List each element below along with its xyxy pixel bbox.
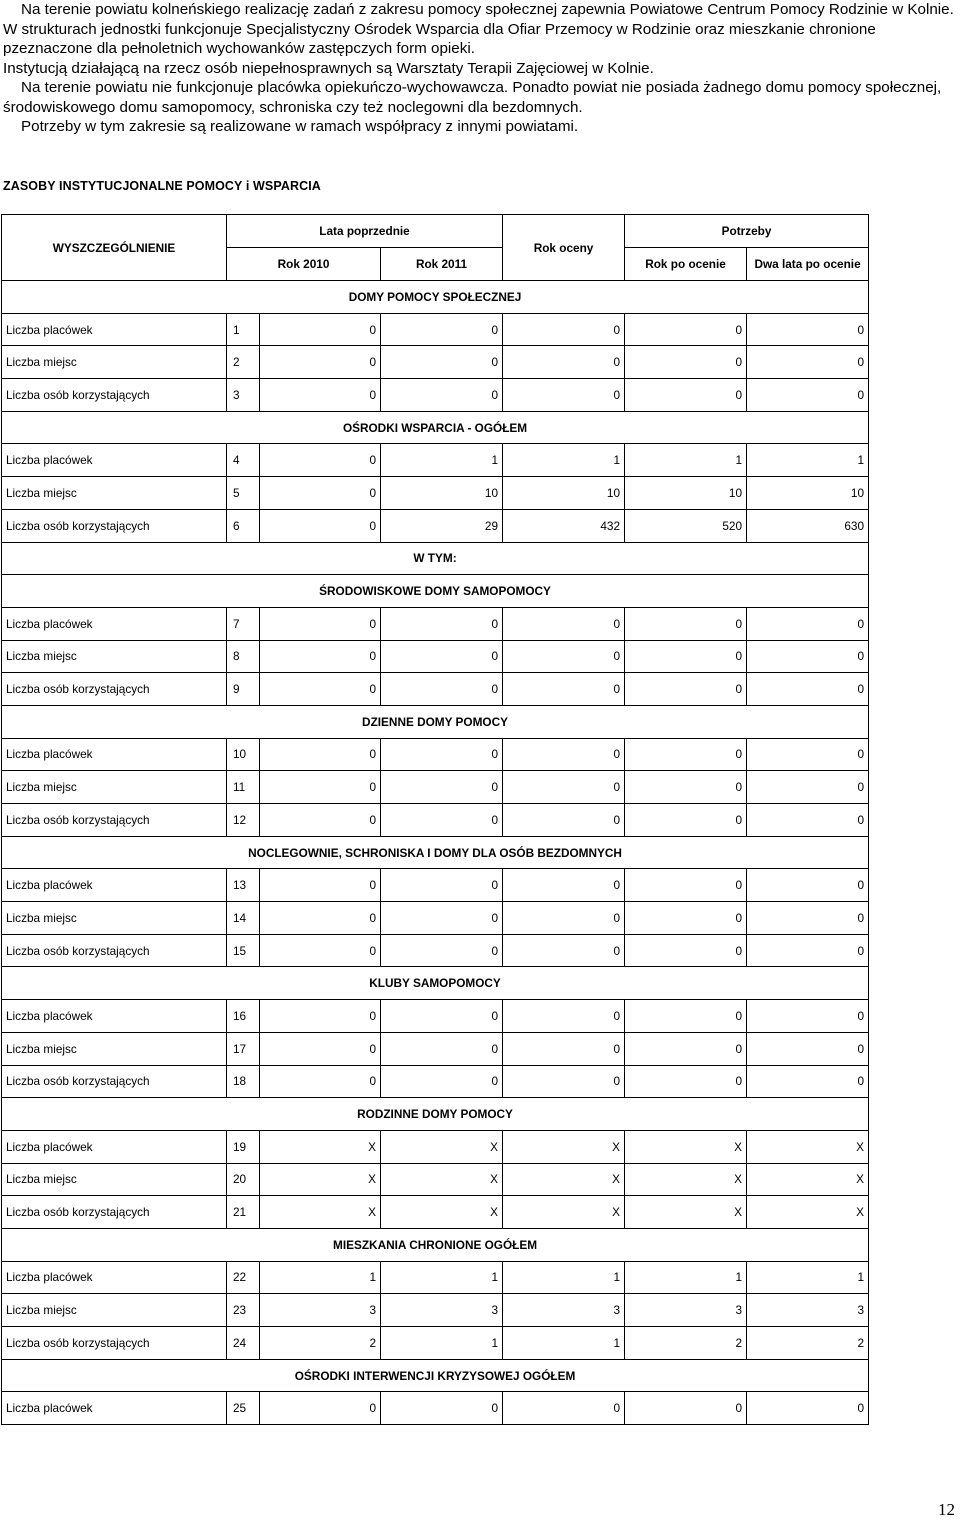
row-value: 0 [747,1032,869,1065]
table-row [2,313,869,346]
row-number: 21 [227,1196,260,1229]
header-rok-po-ocenie: Rok po ocenie [625,248,747,281]
row-value: 0 [381,1065,503,1098]
row-value: 0 [503,1392,625,1425]
row-value: 0 [625,1032,747,1065]
row-label: Liczba miejsc [2,477,227,510]
row-value: 0 [260,509,381,542]
section-heading: W TYM: [2,542,869,575]
row-value: X [503,1196,625,1229]
table-row [2,1130,869,1163]
row-value: X [747,1196,869,1229]
table-row [2,804,869,837]
row-value: 1 [503,1327,625,1360]
row-value: 0 [503,738,625,771]
table-row [2,379,869,412]
row-number: 14 [227,902,260,935]
row-value: 0 [381,934,503,967]
row-value: X [260,1130,381,1163]
table-row [2,902,869,935]
row-value: 1 [625,1261,747,1294]
header-rok-oceny: Rok oceny [503,215,625,281]
row-label: Liczba osób korzystających [2,379,227,412]
row-value: 10 [625,477,747,510]
row-value: X [381,1163,503,1196]
row-value: 0 [747,771,869,804]
row-value: 1 [260,1261,381,1294]
row-value: 3 [625,1294,747,1327]
row-label: Liczba miejsc [2,1163,227,1196]
table-row [2,607,869,640]
section-heading: ŚRODOWISKOWE DOMY SAMOPOMOCY [2,575,869,608]
row-value: X [625,1130,747,1163]
table-row [2,869,869,902]
row-value: 0 [625,673,747,706]
row-number: 12 [227,804,260,837]
row-value: 0 [625,771,747,804]
row-value: X [503,1163,625,1196]
row-number: 19 [227,1130,260,1163]
row-value: 0 [260,346,381,379]
row-number: 11 [227,771,260,804]
row-value: 0 [503,607,625,640]
section-heading: NOCLEGOWNIE, SCHRONISKA I DOMY DLA OSÓB BEZDOMNYCH [2,836,869,869]
row-value: 0 [381,1032,503,1065]
row-label: Liczba osób korzystających [2,1327,227,1360]
row-label: Liczba miejsc [2,771,227,804]
table-section-row [2,281,869,314]
row-label: Liczba osób korzystających [2,934,227,967]
row-value: 0 [503,313,625,346]
row-label: Liczba miejsc [2,640,227,673]
row-value: 0 [503,640,625,673]
row-number: 25 [227,1392,260,1425]
row-value: 0 [625,640,747,673]
resources-table [1,214,869,1425]
row-value: 29 [381,509,503,542]
table-row [2,1000,869,1033]
row-value: 0 [747,1392,869,1425]
row-value: 1 [625,444,747,477]
table-row [2,1065,869,1098]
row-number: 7 [227,607,260,640]
row-value: 630 [747,509,869,542]
intro-text [3,0,959,137]
row-number: 6 [227,509,260,542]
row-label: Liczba placówek [2,1130,227,1163]
row-value: 0 [381,902,503,935]
row-value: 0 [625,869,747,902]
row-value: 1 [503,444,625,477]
row-value: 0 [381,869,503,902]
table-section-row [2,1098,869,1131]
row-value: X [625,1196,747,1229]
row-value: 0 [260,738,381,771]
row-value: 0 [747,346,869,379]
row-value: 2 [260,1327,381,1360]
row-value: 0 [381,379,503,412]
row-value: 0 [381,346,503,379]
table-section-row [2,542,869,575]
row-value: 3 [503,1294,625,1327]
row-value: 0 [625,738,747,771]
header-rok-2010: Rok 2010 [227,248,381,281]
row-value: 0 [747,1065,869,1098]
row-value: 3 [747,1294,869,1327]
row-label: Liczba placówek [2,1392,227,1425]
row-number: 15 [227,934,260,967]
row-value: 0 [381,640,503,673]
row-value: 0 [625,313,747,346]
row-value: 0 [260,1032,381,1065]
row-value: 1 [381,1327,503,1360]
table-row [2,509,869,542]
row-number: 16 [227,1000,260,1033]
table-section-row [2,836,869,869]
row-value: 0 [625,1065,747,1098]
row-value: 0 [260,804,381,837]
row-label: Liczba osób korzystających [2,1065,227,1098]
row-value: 0 [260,934,381,967]
row-value: 0 [747,640,869,673]
row-number: 10 [227,738,260,771]
row-value: 0 [503,934,625,967]
row-value: 0 [503,379,625,412]
section-heading: OŚRODKI INTERWENCJI KRYZYSOWEJ OGÓŁEM [2,1359,869,1392]
row-value: 2 [747,1327,869,1360]
row-value: 0 [503,346,625,379]
row-value: 0 [260,673,381,706]
row-value: 0 [625,934,747,967]
row-value: 0 [260,1000,381,1033]
section-heading: OŚRODKI WSPARCIA - OGÓŁEM [2,411,869,444]
table-row [2,477,869,510]
row-number: 5 [227,477,260,510]
row-number: 17 [227,1032,260,1065]
row-number: 20 [227,1163,260,1196]
row-value: 432 [503,509,625,542]
row-value: 0 [260,313,381,346]
header-potrzeby: Potrzeby [625,215,869,248]
row-number: 22 [227,1261,260,1294]
row-value: 0 [625,1000,747,1033]
row-value: 0 [625,346,747,379]
row-value: 0 [503,869,625,902]
row-value: X [503,1130,625,1163]
row-value: 0 [503,1065,625,1098]
row-value: 0 [260,771,381,804]
row-value: 0 [503,902,625,935]
section-heading: KLUBY SAMOPOMOCY [2,967,869,1000]
row-value: X [260,1163,381,1196]
row-label: Liczba placówek [2,1261,227,1294]
row-value: 3 [381,1294,503,1327]
row-label: Liczba placówek [2,1000,227,1033]
table-section-row [2,1228,869,1261]
row-value: 10 [381,477,503,510]
row-value: 0 [260,444,381,477]
row-value: 0 [381,313,503,346]
intro-paragraph-4: Potrzeby w tym zakresie są realizowane w ramach współpracy z innymi powiatami. [21,118,579,135]
section-heading: DZIENNE DOMY POMOCY [2,705,869,738]
row-value: 0 [747,1000,869,1033]
row-value: 1 [747,444,869,477]
row-value: 0 [503,673,625,706]
row-label: Liczba placówek [2,444,227,477]
row-value: 0 [747,313,869,346]
row-label: Liczba placówek [2,607,227,640]
row-value: 0 [260,607,381,640]
row-value: 1 [747,1261,869,1294]
intro-paragraph-2: Instytucją działającą na rzecz osób niepełnosprawnych są Warsztaty Terapii Zajęciowej w Kolnie. [3,59,654,77]
row-value: 0 [381,673,503,706]
row-value: X [747,1163,869,1196]
row-value: 0 [747,738,869,771]
row-value: 0 [747,902,869,935]
row-value: 0 [381,771,503,804]
row-value: 0 [381,738,503,771]
row-number: 9 [227,673,260,706]
row-number: 8 [227,640,260,673]
section-title: ZASOBY INSTYTUCJONALNE POMOCY i WSPARCIA [3,179,321,193]
row-number: 2 [227,346,260,379]
row-value: 0 [747,869,869,902]
row-value: X [747,1130,869,1163]
row-label: Liczba placówek [2,738,227,771]
header-lata-poprzednie: Lata poprzednie [227,215,503,248]
row-label: Liczba miejsc [2,1294,227,1327]
table-row [2,1032,869,1065]
table-row [2,1196,869,1229]
row-label: Liczba miejsc [2,902,227,935]
table-section-row [2,705,869,738]
table-header-row-1 [2,215,869,248]
table-row [2,1392,869,1425]
row-value: 0 [503,1032,625,1065]
row-label: Liczba miejsc [2,1032,227,1065]
row-label: Liczba miejsc [2,346,227,379]
row-value: 0 [625,607,747,640]
row-value: 0 [260,379,381,412]
table-row [2,771,869,804]
table-row [2,1163,869,1196]
row-value: 0 [503,804,625,837]
row-value: X [625,1163,747,1196]
row-value: 0 [625,804,747,837]
row-number: 23 [227,1294,260,1327]
table-row [2,1327,869,1360]
page-number: 12 [938,1500,955,1519]
row-value: 520 [625,509,747,542]
row-label: Liczba placówek [2,869,227,902]
intro-paragraph-3: Na terenie powiatu nie funkcjonuje placówka opiekuńczo-wychowawcza. Ponadto powiat nie posiada żadnego domu pomocy społecznej, środowiskowego domu samopomocy, schroniska czy też noclegowni dla bezdomnych. [3,79,942,116]
header-wyszczegolnienie: WYSZCZEGÓLNIENIE [2,215,227,281]
row-number: 13 [227,869,260,902]
table-row [2,1294,869,1327]
section-heading: MIESZKANIA CHRONIONE OGÓŁEM [2,1228,869,1261]
row-value: 10 [503,477,625,510]
row-value: 0 [747,379,869,412]
row-number: 1 [227,313,260,346]
row-value: 0 [625,1392,747,1425]
row-value: 0 [625,902,747,935]
row-value: 0 [747,804,869,837]
section-heading: RODZINNE DOMY POMOCY [2,1098,869,1131]
row-value: 0 [747,934,869,967]
row-number: 3 [227,379,260,412]
row-value: 0 [747,673,869,706]
row-value: 1 [381,444,503,477]
row-label: Liczba osób korzystających [2,509,227,542]
row-value: 1 [381,1261,503,1294]
row-value: 0 [260,1065,381,1098]
table-row [2,738,869,771]
row-value: 2 [625,1327,747,1360]
header-dwa-lata: Dwa lata po ocenie [747,248,869,281]
header-rok-2011: Rok 2011 [381,248,503,281]
row-label: Liczba osób korzystających [2,804,227,837]
row-number: 4 [227,444,260,477]
row-label: Liczba osób korzystających [2,673,227,706]
row-value: 10 [747,477,869,510]
row-value: 0 [381,1392,503,1425]
intro-paragraph-1: Na terenie powiatu kolneńskiego realizację zadań z zakresu pomocy społecznej zapewnia Powiatowe Centrum Pomocy Rodzinie w Kolnie. W strukturach jednostki funkcjonuje Specjalistyczny Ośrodek Wsparcia dla Ofiar Przemocy w Rodzinie oraz mieszkanie chronione pzeznaczone dla pełnoletnich wychowanków zastępczych form opieki. [3,1,954,57]
table-section-row [2,411,869,444]
row-value: 0 [260,869,381,902]
row-value: 0 [260,902,381,935]
row-value: X [260,1196,381,1229]
row-value: 0 [381,804,503,837]
table-row [2,673,869,706]
row-value: 0 [381,607,503,640]
row-value: 0 [747,607,869,640]
row-value: 1 [503,1261,625,1294]
table-row [2,934,869,967]
row-value: 3 [260,1294,381,1327]
row-value: 0 [260,1392,381,1425]
row-number: 24 [227,1327,260,1360]
row-value: 0 [381,1000,503,1033]
row-number: 18 [227,1065,260,1098]
row-value: 0 [260,477,381,510]
table-section-row [2,967,869,1000]
table-section-row [2,575,869,608]
row-label: Liczba placówek [2,313,227,346]
row-label: Liczba osób korzystających [2,1196,227,1229]
row-value: 0 [260,640,381,673]
row-value: X [381,1196,503,1229]
row-value: X [381,1130,503,1163]
table-section-row [2,1359,869,1392]
table-row [2,1261,869,1294]
row-value: 0 [503,771,625,804]
row-value: 0 [625,379,747,412]
table-row [2,640,869,673]
section-heading: DOMY POMOCY SPOŁECZNEJ [2,281,869,314]
table-row [2,346,869,379]
row-value: 0 [503,1000,625,1033]
table-row [2,444,869,477]
